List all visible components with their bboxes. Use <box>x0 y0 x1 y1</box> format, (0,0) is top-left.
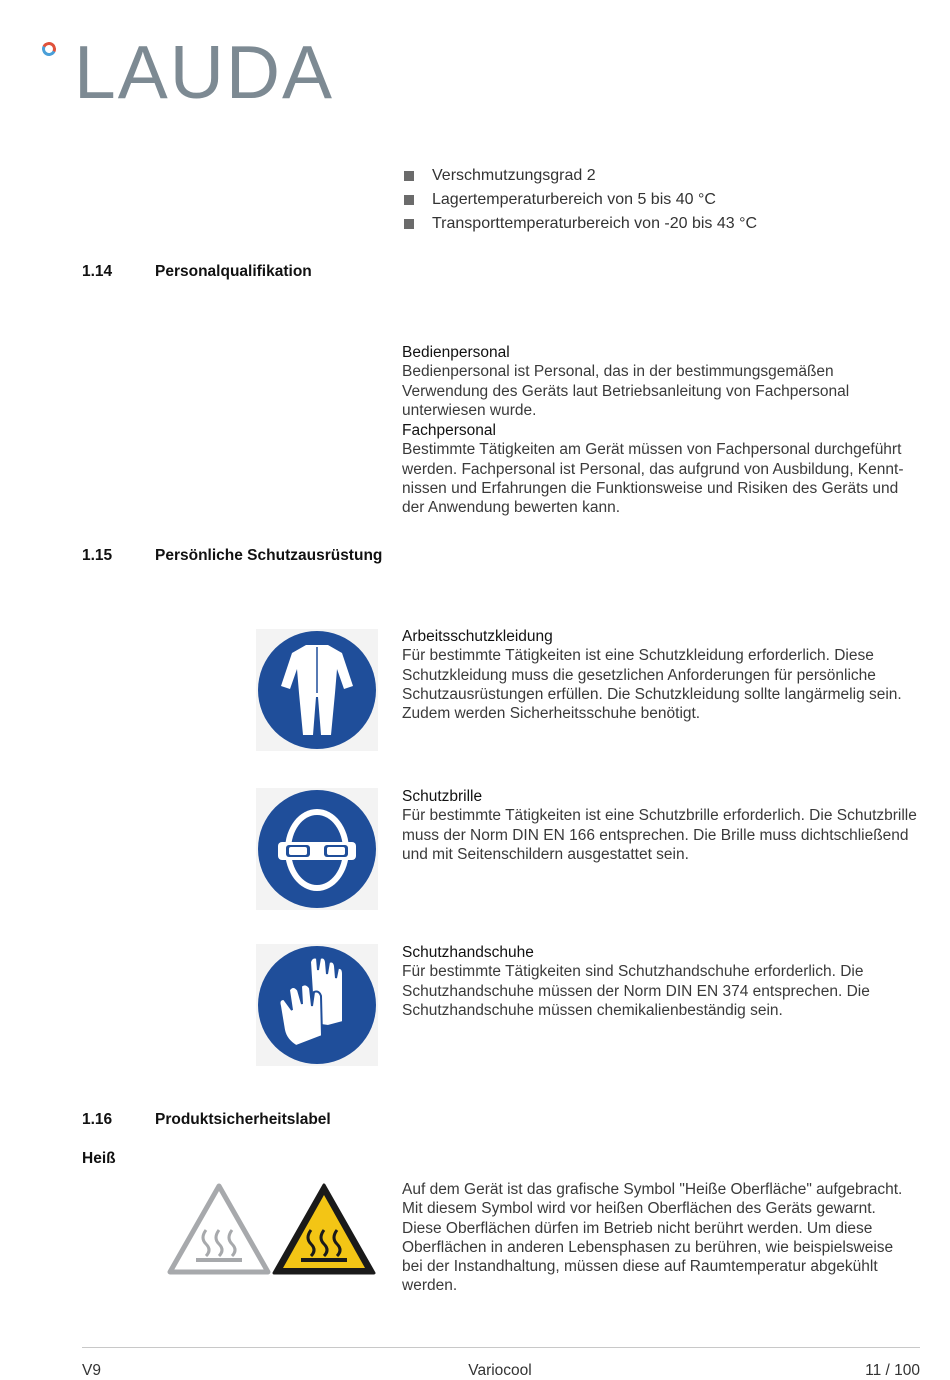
logo-circle-icon <box>40 40 58 58</box>
section-title: Personalqualifikation <box>155 263 312 280</box>
block-title: Bedienpersonal <box>402 344 510 361</box>
square-bullet-icon <box>404 171 414 181</box>
ppe-block-goggles <box>402 787 918 864</box>
square-bullet-icon <box>404 195 414 205</box>
lauda-logo <box>40 30 340 114</box>
section-number: 1.15 <box>82 547 113 564</box>
block-title: Schutzbrille <box>402 788 483 805</box>
block-text: Bedienpersonal ist Personal, das in der bestimmungsgemäßen Verwendung des Geräts laut Betriebsanleitung von Fachpersonal unterwiesen wurde. <box>402 363 850 419</box>
block-text: Bestimmte Tätigkeiten am Gerät müssen von Fachpersonal durchgeführt werden. Fachpersonal ist Personal, das aufgrund von Ausbildung, Kenntnissen und Erfahrungen die Funktionsweise und Risiken des Geräts und der Anwendung bewerten kann. <box>402 441 904 517</box>
ppe-block-gloves <box>402 943 918 1020</box>
ppe-block-clothing <box>402 627 918 723</box>
block-text: Für bestimmte Tätigkeiten sind Schutzhandschuhe erforderlich. Die Schutzhandschuhe müssen der Norm DIN EN 374 entsprechen. Die Schutzhandschuhe müssen chemikalienbeständig sein. <box>402 963 870 1019</box>
section-heading-1-14 <box>82 263 312 281</box>
protective-clothing-icon <box>256 629 378 751</box>
section-title: Produktsicherheitslabel <box>155 1111 331 1128</box>
section-number: 1.14 <box>82 263 113 280</box>
footer-version: V9 <box>82 1362 101 1379</box>
bullet-text: Transporttemperaturbereich von -20 bis 43 °C <box>432 215 758 232</box>
footer-product: Variocool <box>468 1362 532 1379</box>
logo-text: LAUDA <box>74 30 335 114</box>
footer-divider <box>82 1347 920 1348</box>
square-bullet-icon <box>404 219 414 229</box>
block-text: Auf dem Gerät ist das grafische Symbol "Heiße Oberfläche" aufgebracht. Mit diesem Symbol wird vor heißen Oberflächen des Geräts gewarnt. Diese Oberflächen dürfen im Betrieb nicht berührt werden. Um diese Oberflächen in anderen Lebensphasen zu berühren, wie beispielsweise bei der Instandhaltung, müssen diese auf Raumtemperatur abgekühlt werden. <box>402 1181 903 1295</box>
safety-goggles-icon <box>256 788 378 910</box>
block-title: Schutzhandschuhe <box>402 944 534 961</box>
block-title: Fachpersonal <box>402 422 496 439</box>
block-title: Arbeitsschutzkleidung <box>402 628 553 645</box>
bedienpersonal-block <box>402 343 918 420</box>
bullet-list <box>404 164 757 236</box>
bullet-item <box>404 212 757 236</box>
footer-page-number: 11 / 100 <box>865 1362 920 1379</box>
bullet-text: Lagertemperaturbereich von 5 bis 40 °C <box>432 191 716 208</box>
bullet-item <box>404 188 757 212</box>
section-number: 1.16 <box>82 1111 113 1128</box>
bullet-item <box>404 164 757 188</box>
section-heading-1-16 <box>82 1111 331 1129</box>
bullet-text: Verschmutzungsgrad 2 <box>432 167 596 184</box>
protective-gloves-icon <box>256 944 378 1066</box>
section-heading-1-15 <box>82 547 382 565</box>
block-text: Für bestimmte Tätigkeiten ist eine Schutzkleidung erforderlich. Diese Schutzkleidung muss die gesetzlichen Anforderungen für persönliche Schutzausrüstungen erfüllen. Die Schutzkleidung sollte langärmelig sein. Zudem werden Sicherheitsschuhe benötigt. <box>402 647 902 723</box>
fachpersonal-block <box>402 421 918 517</box>
section-title: Persönliche Schutzausrüstung <box>155 547 383 564</box>
hot-surface-warning-icon <box>271 1182 377 1276</box>
subheading-heiss: Heiß <box>82 1150 116 1167</box>
block-text: Für bestimmte Tätigkeiten ist eine Schutzbrille erforderlich. Die Schutzbrille muss der Norm DIN EN 166 entsprechen. Die Brille muss dichtschließend und mit Seitenschildern ausgestattet sein. <box>402 807 917 863</box>
hot-surface-outline-icon <box>166 1182 272 1276</box>
hot-surface-text <box>402 1180 918 1296</box>
